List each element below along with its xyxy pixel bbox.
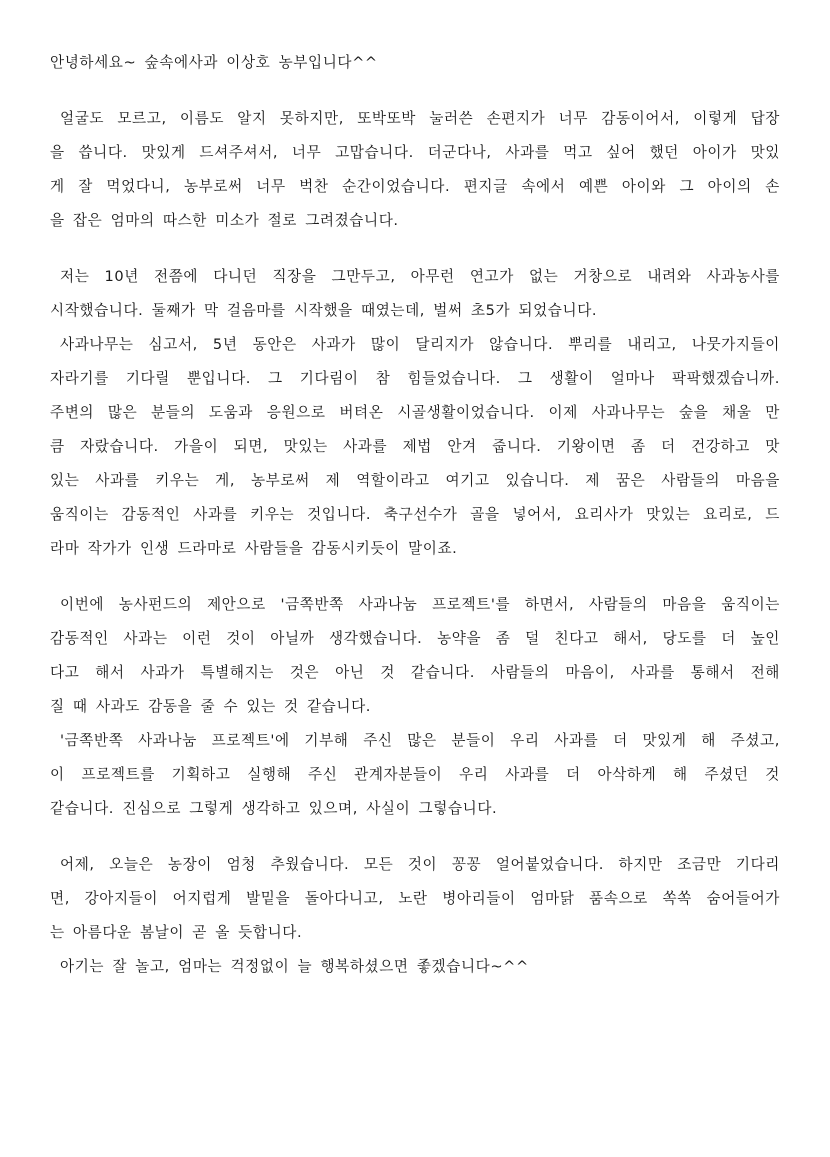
letter-body xyxy=(50,46,780,984)
paragraph-gap xyxy=(50,238,780,260)
letter-line: 같습니다. 진심으로 그렇게 생각하고 있으며, 사실이 그렇습니다. xyxy=(50,800,498,817)
letter-line: 있는 사과를 키우는 게, 농부로써 제 역할이라고 여기고 있습니다. 제 꿈은 사람들의 마음을 xyxy=(50,472,780,489)
letter-line: 다고 해서 사과가 특별해지는 것은 아닌 것 같습니다. 사람들의 마음이, 사과를 통해서 전해 xyxy=(50,664,780,681)
letter-line: 감동적인 사과는 이런 것이 아닐까 생각했습니다. 농약을 좀 덜 친다고 해서, 당도를 더 높인 xyxy=(50,630,780,647)
paragraph-gap xyxy=(50,826,780,848)
paragraph-3 xyxy=(50,588,780,826)
letter-line: 큼 자랐습니다. 가을이 되면, 맛있는 사과를 제법 안겨 줍니다. 기왕이면 좀 더 건강하고 맛 xyxy=(50,438,780,455)
letter-line: '금쪽반쪽 사과나눔 프로젝트'에 기부해 주신 많은 분들이 우리 사과를 더 맛있게 해 주셨고, xyxy=(60,732,780,749)
letter-line: 시작했습니다. 둘째가 막 걸음마를 시작했을 때였는데, 벌써 초5가 되었습니다. xyxy=(50,302,598,319)
paragraph-4 xyxy=(50,848,780,984)
paragraph-1 xyxy=(50,102,780,238)
letter-line: 을 잡은 엄마의 따스한 미소가 절로 그려졌습니다. xyxy=(50,212,399,229)
paragraph-gap xyxy=(50,80,780,102)
letter-line: 이번에 농사펀드의 제안으로 '금쪽반쪽 사과나눔 프로젝트'를 하면서, 사람들의 마음을 움직이는 xyxy=(60,596,780,613)
letter-line: 을 씁니다. 맛있게 드셔주셔서, 너무 고맙습니다. 더군다나, 사과를 먹고 싶어 했던 아이가 맛있 xyxy=(50,144,780,161)
letter-line: 이 프로젝트를 기획하고 실행해 주신 관계자분들이 우리 사과를 더 아삭하게 해 주셨던 것 xyxy=(50,766,780,783)
letter-line: 면, 강아지들이 어지럽게 발밑을 돌아다니고, 노란 병아리들이 엄마닭 품속으로 쏙쏙 숨어들어가 xyxy=(50,890,780,907)
letter-line: 자라기를 기다릴 뿐입니다. 그 기다림이 참 힘들었습니다. 그 생활이 얼마나 팍팍했겠습니까. xyxy=(50,370,780,387)
letter-line: 질 때 사과도 감동을 줄 수 있는 것 같습니다. xyxy=(50,698,372,715)
letter-line: 움직이는 감동적인 사과를 키우는 것입니다. 축구선수가 골을 넣어서, 요리사가 맛있는 요리로, 드 xyxy=(50,506,780,523)
letter-line: 사과나무는 심고서, 5년 동안은 사과가 많이 달리지가 않습니다. 뿌리를 내리고, 나뭇가지들이 xyxy=(60,336,780,353)
letter-line: 어제, 오늘은 농장이 엄청 추웠습니다. 모든 것이 꽁꽁 얼어붙었습니다. 하지만 조금만 기다리 xyxy=(60,856,780,873)
letter-line: 얼굴도 모르고, 이름도 알지 못하지만, 또박또박 눌러쓴 손편지가 너무 감동이어서, 이렇게 답장 xyxy=(60,110,780,127)
letter-greeting: 안녕하세요~ 숲속에사과 이상호 농부입니다^^ xyxy=(50,54,378,71)
letter-closing: 아기는 잘 놀고, 엄마는 걱정없이 늘 행복하셨으면 좋겠습니다~^^ xyxy=(60,958,529,975)
letter-line: 는 아름다운 봄날이 곧 올 듯합니다. xyxy=(50,924,303,941)
paragraph-gap xyxy=(50,566,780,588)
letter-line: 라마 작가가 인생 드라마로 사람들을 감동시키듯이 말이죠. xyxy=(50,540,458,557)
letter-line: 주변의 많은 분들의 도움과 응원으로 버텨온 시골생활이었습니다. 이제 사과나무는 숲을 채울 만 xyxy=(50,404,780,421)
paragraph-2 xyxy=(50,260,780,566)
letter-line: 게 잘 먹었다니, 농부로써 너무 벅찬 순간이었습니다. 편지글 속에서 예쁜 아이와 그 아이의 손 xyxy=(50,178,780,195)
letter-line: 저는 10년 전쯤에 다니던 직장을 그만두고, 아무런 연고가 없는 거창으로 내려와 사과농사를 xyxy=(60,268,780,285)
